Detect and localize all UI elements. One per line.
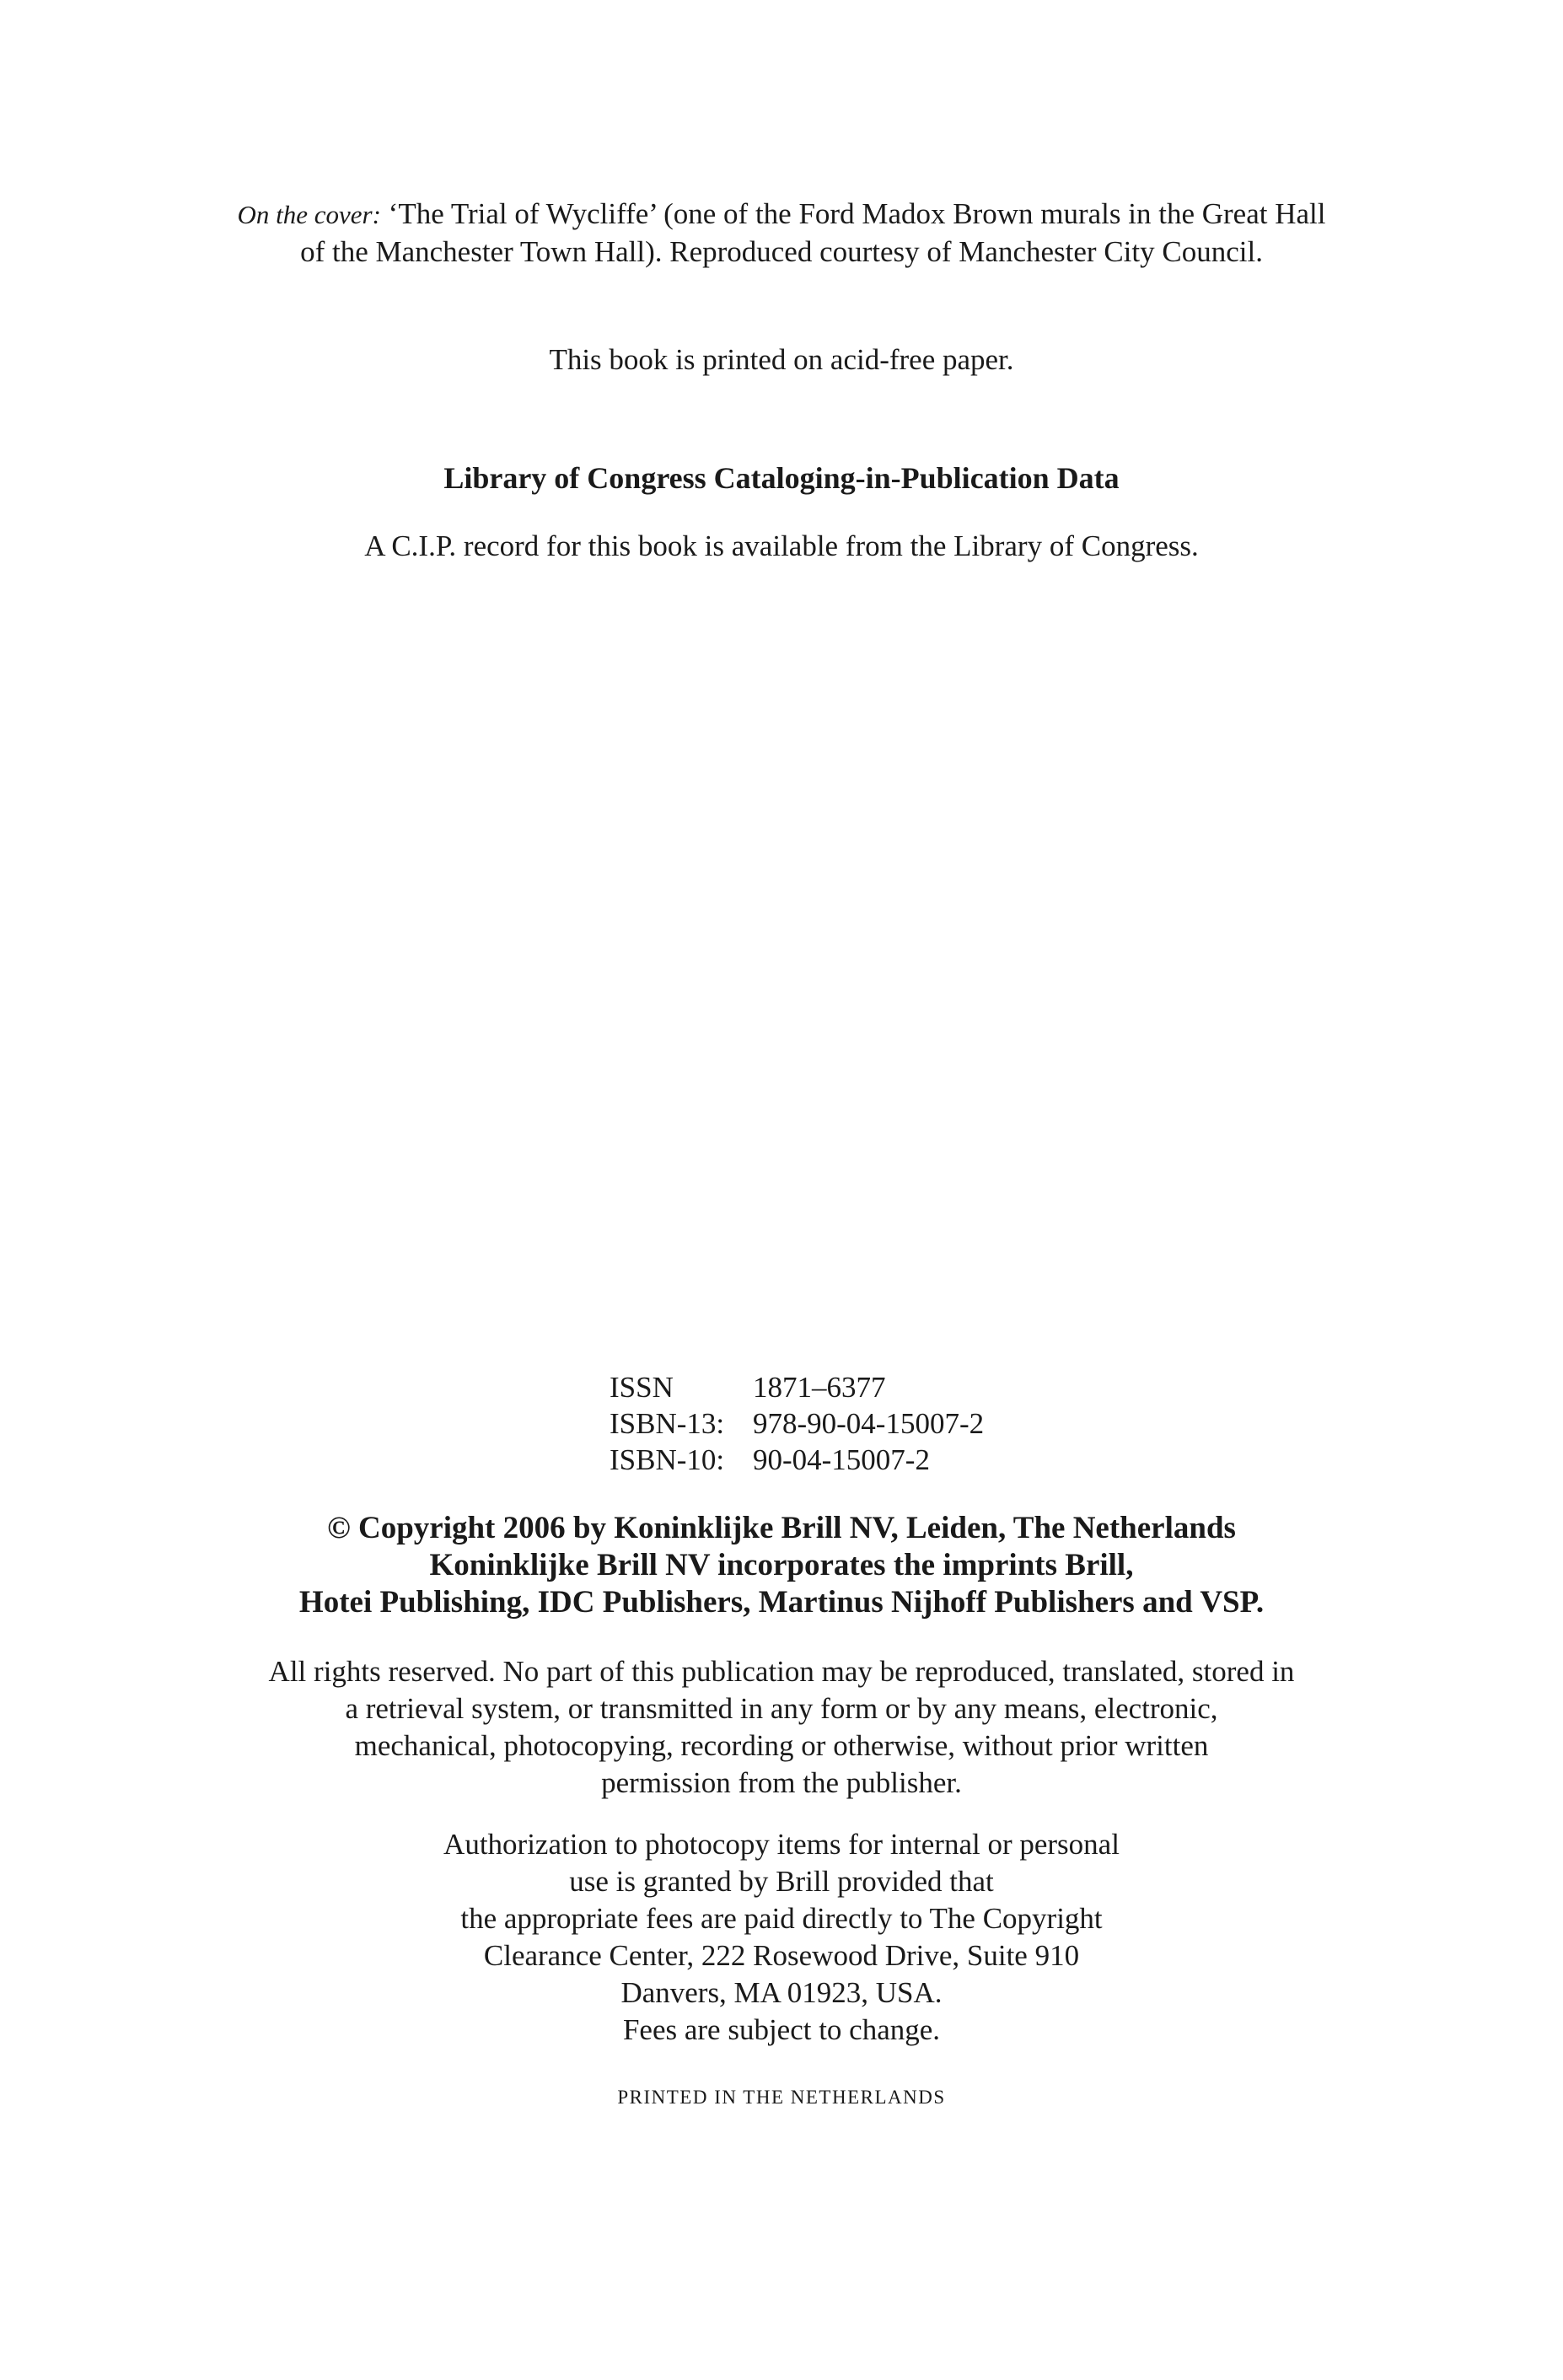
cip-record: A C.I.P. record for this book is available from the Library of Congress. [364,529,1199,562]
cip-heading: Library of Congress Cataloging-in-Publication Data [443,461,1120,495]
authorization-line: Authorization to photocopy items for internal or personal [443,1828,1120,1861]
authorization-line: the appropriate fees are paid directly to The Copyright [460,1902,1103,1935]
photocopy-authorization [169,1826,1394,2049]
copyright-notice [169,1510,1394,1621]
copyright-line: © Copyright 2006 by Koninklijke Brill NV, Leiden, The Netherlands [327,1511,1236,1545]
rights-line: mechanical, photocopying, recording or otherwise, without prior written [354,1729,1209,1762]
identifier-row-issn [610,1369,984,1405]
identifier-row-isbn13 [610,1405,984,1442]
rights-statement [169,1653,1394,1802]
rights-line: a retrieval system, or transmitted in any form or by any means, electronic, [345,1692,1218,1725]
identifier-label: ISBN-10: [610,1443,725,1476]
cover-note-line-1-text: ‘The Trial of Wycliffe’ (one of the Ford Madox Brown murals in the Great Hall [380,197,1326,230]
cover-note-label: On the cover: [237,200,381,229]
identifier-value: 90-04-15007-2 [753,1443,930,1476]
authorization-line: Danvers, MA 01923, USA. [620,1976,943,2009]
rights-line: permission from the publisher. [601,1766,962,1799]
identifier-row-isbn10 [610,1442,984,1478]
identifier-value: 978-90-04-15007-2 [753,1407,985,1440]
rights-line: All rights reserved. No part of this publication may be reproduced, translated, stored in [268,1655,1295,1688]
identifier-label: ISSN [610,1371,674,1404]
identifier-value: 1871–6377 [753,1371,886,1404]
identifier-label: ISBN-13: [610,1407,725,1440]
authorization-line: use is granted by Brill provided that [569,1865,994,1898]
copyright-line: Hotei Publishing, IDC Publishers, Martinus Nijhoff Publishers and VSP. [298,1585,1265,1620]
acid-free-notice: This book is printed on acid-free paper. [549,343,1014,376]
copyright-line: Koninklijke Brill NV incorporates the imprints Brill, [429,1548,1134,1582]
authorization-line: Fees are subject to change. [622,2013,941,2046]
cover-note-line-1 [169,196,1394,234]
cover-note-line-2: of the Manchester Town Hall). Reproduced courtesy of Manchester City Council. [300,235,1263,268]
cover-note [169,196,1394,271]
printed-in-notice: PRINTED IN THE NETHERLANDS [617,2087,946,2108]
identifiers-table [610,1369,984,1478]
authorization-line: Clearance Center, 222 Rosewood Drive, Suite 910 [483,1939,1080,1972]
